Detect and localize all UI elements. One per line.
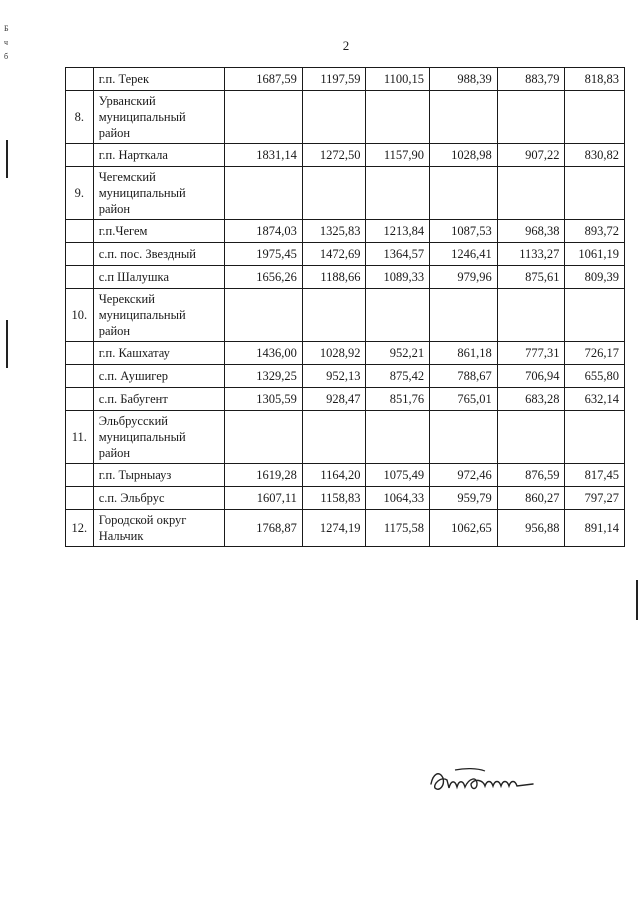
value-cell: 972,46 [430, 464, 498, 487]
value-cell: 907,22 [497, 144, 565, 167]
table-row [66, 289, 625, 342]
settlement-name: с.п. Бабугент [93, 388, 224, 411]
row-number [66, 243, 94, 266]
value-cell: 1975,45 [224, 243, 302, 266]
value-cell: 851,76 [366, 388, 430, 411]
value-cell: 632,14 [565, 388, 625, 411]
value-cell: 875,42 [366, 365, 430, 388]
value-cell: 959,79 [430, 487, 498, 510]
value-cell: 1064,33 [366, 487, 430, 510]
value-cell [565, 167, 625, 220]
row-number: 10. [66, 289, 94, 342]
value-cell: 726,17 [565, 342, 625, 365]
scan-artifact-right [636, 580, 638, 620]
table-body [66, 68, 625, 547]
value-cell [497, 411, 565, 464]
value-cell: 1061,19 [565, 243, 625, 266]
value-cell: 1188,66 [302, 266, 366, 289]
margin-mark: б [4, 52, 9, 61]
row-number: 12. [66, 510, 94, 547]
value-cell: 1436,00 [224, 342, 302, 365]
value-cell: 1197,59 [302, 68, 366, 91]
value-cell: 1874,03 [224, 220, 302, 243]
value-cell [497, 167, 565, 220]
value-cell: 861,18 [430, 342, 498, 365]
value-cell: 809,39 [565, 266, 625, 289]
value-cell: 1272,50 [302, 144, 366, 167]
value-cell: 1100,15 [366, 68, 430, 91]
value-cell [224, 91, 302, 144]
margin-mark: Б [4, 24, 9, 33]
value-cell: 1607,11 [224, 487, 302, 510]
value-cell: 1472,69 [302, 243, 366, 266]
value-cell: 893,72 [565, 220, 625, 243]
value-cell: 1213,84 [366, 220, 430, 243]
value-cell: 1087,53 [430, 220, 498, 243]
table-row [66, 68, 625, 91]
value-cell: 1656,26 [224, 266, 302, 289]
value-cell: 1325,83 [302, 220, 366, 243]
tariff-table [65, 67, 625, 547]
value-cell: 1089,33 [366, 266, 430, 289]
value-cell: 876,59 [497, 464, 565, 487]
value-cell [565, 411, 625, 464]
signature [425, 760, 545, 800]
value-cell [430, 167, 498, 220]
settlement-name: с.п. Эльбрус [93, 487, 224, 510]
value-cell [224, 289, 302, 342]
settlement-name: г.п. Нарткала [93, 144, 224, 167]
row-number [66, 342, 94, 365]
settlement-name: Урванский муниципальный район [93, 91, 224, 144]
value-cell [302, 167, 366, 220]
value-cell: 830,82 [565, 144, 625, 167]
value-cell: 1687,59 [224, 68, 302, 91]
value-cell: 1619,28 [224, 464, 302, 487]
value-cell: 706,94 [497, 365, 565, 388]
row-number [66, 220, 94, 243]
value-cell: 968,38 [497, 220, 565, 243]
value-cell: 797,27 [565, 487, 625, 510]
value-cell: 1133,27 [497, 243, 565, 266]
value-cell: 860,27 [497, 487, 565, 510]
value-cell [302, 289, 366, 342]
value-cell: 875,61 [497, 266, 565, 289]
table-row [66, 411, 625, 464]
value-cell [565, 289, 625, 342]
page-number: 2 [342, 38, 350, 53]
value-cell: 1831,14 [224, 144, 302, 167]
value-cell: 1062,65 [430, 510, 498, 547]
scan-artifact-left [6, 140, 8, 178]
table-row [66, 266, 625, 289]
value-cell: 788,67 [430, 365, 498, 388]
table-row [66, 167, 625, 220]
table-row [66, 220, 625, 243]
table-row [66, 487, 625, 510]
value-cell: 1246,41 [430, 243, 498, 266]
value-cell: 952,13 [302, 365, 366, 388]
value-cell [430, 411, 498, 464]
value-cell [565, 91, 625, 144]
value-cell: 891,14 [565, 510, 625, 547]
value-cell [366, 289, 430, 342]
table-row [66, 365, 625, 388]
value-cell [302, 91, 366, 144]
value-cell: 818,83 [565, 68, 625, 91]
settlement-name: Городской округ Нальчик [93, 510, 224, 547]
value-cell: 883,79 [497, 68, 565, 91]
table-row [66, 464, 625, 487]
row-number [66, 388, 94, 411]
value-cell: 1768,87 [224, 510, 302, 547]
settlement-name: г.п. Тырныауз [93, 464, 224, 487]
row-number [66, 68, 94, 91]
value-cell: 952,21 [366, 342, 430, 365]
value-cell [497, 289, 565, 342]
value-cell: 817,45 [565, 464, 625, 487]
settlement-name: Эльбрусский муниципальный район [93, 411, 224, 464]
settlement-name: Чегемский муниципальный район [93, 167, 224, 220]
table-row [66, 243, 625, 266]
settlement-name: с.п. Аушигер [93, 365, 224, 388]
value-cell [224, 411, 302, 464]
row-number: 9. [66, 167, 94, 220]
value-cell: 988,39 [430, 68, 498, 91]
value-cell: 1164,20 [302, 464, 366, 487]
value-cell [430, 91, 498, 144]
value-cell: 655,80 [565, 365, 625, 388]
value-cell [497, 91, 565, 144]
row-number [66, 464, 94, 487]
row-number [66, 365, 94, 388]
value-cell [366, 91, 430, 144]
row-number: 8. [66, 91, 94, 144]
settlement-name: г.п. Терек [93, 68, 224, 91]
value-cell: 1075,49 [366, 464, 430, 487]
value-cell: 1364,57 [366, 243, 430, 266]
value-cell: 1028,92 [302, 342, 366, 365]
value-cell: 928,47 [302, 388, 366, 411]
row-number [66, 144, 94, 167]
value-cell: 956,88 [497, 510, 565, 547]
value-cell: 1158,83 [302, 487, 366, 510]
value-cell: 1305,59 [224, 388, 302, 411]
value-cell [366, 167, 430, 220]
value-cell [366, 411, 430, 464]
row-number [66, 487, 94, 510]
table-row [66, 91, 625, 144]
table-row [66, 342, 625, 365]
settlement-name: с.п. пос. Звездный [93, 243, 224, 266]
table-row [66, 510, 625, 547]
value-cell [224, 167, 302, 220]
settlement-name: г.п.Чегем [93, 220, 224, 243]
value-cell [430, 289, 498, 342]
margin-marks [4, 22, 18, 64]
value-cell: 1274,19 [302, 510, 366, 547]
row-number [66, 266, 94, 289]
value-cell: 777,31 [497, 342, 565, 365]
value-cell: 1028,98 [430, 144, 498, 167]
settlement-name: с.п Шалушка [93, 266, 224, 289]
margin-mark: ч [4, 38, 9, 47]
table-row [66, 388, 625, 411]
value-cell: 765,01 [430, 388, 498, 411]
scan-artifact-left-lower [6, 320, 8, 368]
value-cell: 1157,90 [366, 144, 430, 167]
settlement-name: г.п. Кашхатау [93, 342, 224, 365]
table-row [66, 144, 625, 167]
row-number: 11. [66, 411, 94, 464]
value-cell: 979,96 [430, 266, 498, 289]
value-cell: 1175,58 [366, 510, 430, 547]
settlement-name: Черекский муниципальный район [93, 289, 224, 342]
value-cell [302, 411, 366, 464]
value-cell: 1329,25 [224, 365, 302, 388]
value-cell: 683,28 [497, 388, 565, 411]
